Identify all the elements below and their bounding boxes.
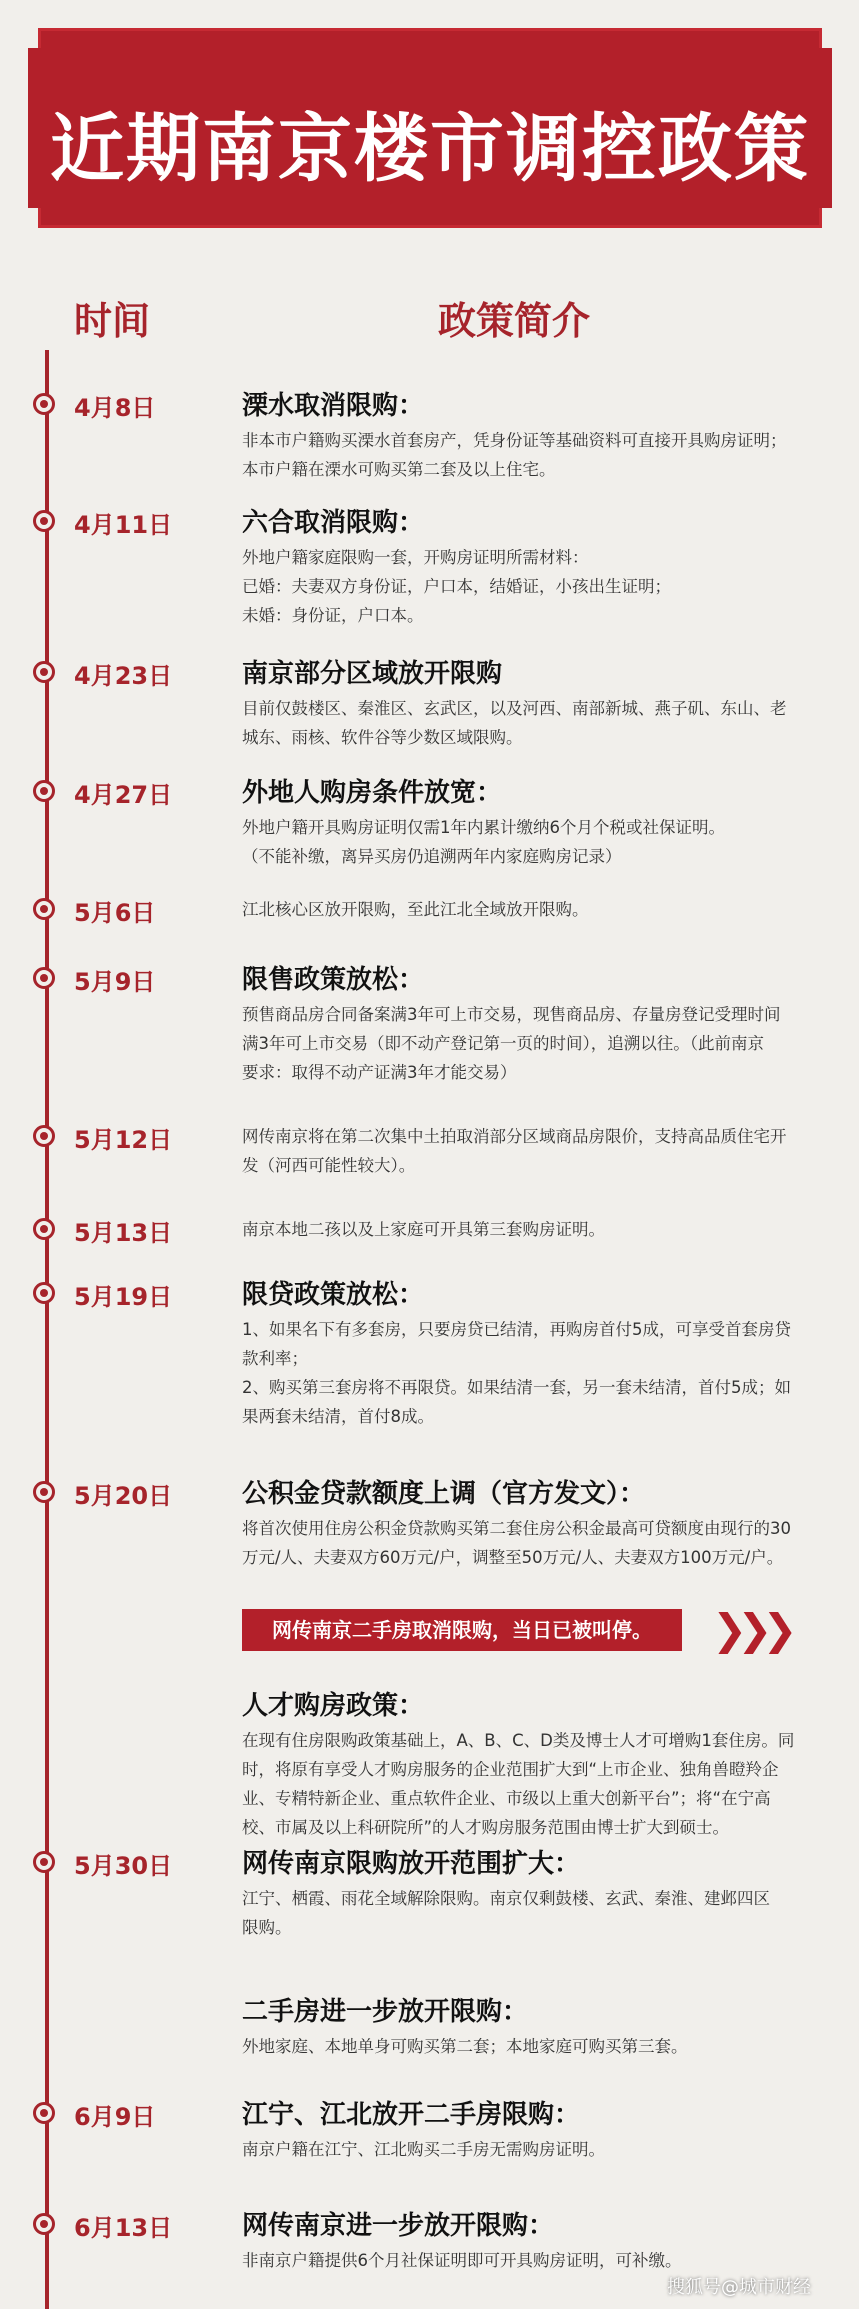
entry-date: 6月9日 bbox=[74, 2103, 156, 2131]
entry-line: 外地户籍家庭限购一套，开购房证明所需材料： bbox=[242, 548, 589, 567]
entry-date: 4月23日 bbox=[74, 662, 173, 690]
entry-line: （不能补缴，离异买房仍追溯两年内家庭购房记录） bbox=[242, 847, 622, 866]
entry-line: 外地户籍开具购房证明仅需1年内累计缴纳6个月个税或社保证明。 bbox=[242, 818, 725, 837]
chevron-arrows-icon: ❯❯❯ bbox=[712, 1605, 788, 1654]
entry-line: 未婚：身份证，户口本。 bbox=[242, 606, 424, 625]
entry-line: 非本市户籍购买溧水首套房产，凭身份证等基础资料可直接开具购房证明； bbox=[242, 431, 787, 450]
entry-line: 要求：取得不动产证满3年才能交易） bbox=[242, 1063, 517, 1082]
entry-title: 溧水取消限购： bbox=[242, 391, 425, 421]
entry-body bbox=[242, 2246, 842, 2275]
timeline-dot-icon bbox=[33, 1851, 55, 1873]
entry-body bbox=[242, 1884, 842, 1942]
entry-body bbox=[242, 1315, 842, 1431]
entry-line: 校、市属及以上科研院所”的人才购房服务范围由博士扩大到硕士。 bbox=[242, 1818, 730, 1837]
entry-line: 预售商品房合同备案满3年可上市交易，现售商品房、存量房登记受理时间 bbox=[242, 1005, 781, 1024]
entry-line: 网传南京将在第二次集中土拍取消部分区域商品房限价，支持高品质住宅开 bbox=[242, 1127, 787, 1146]
entry-body bbox=[242, 1726, 842, 1842]
entry-title: 外地人购房条件放宽： bbox=[242, 778, 503, 808]
timeline-dot-icon bbox=[33, 1282, 55, 1304]
entry-date: 4月11日 bbox=[74, 511, 173, 539]
entry-body bbox=[242, 2135, 842, 2164]
rumor-badge: 网传南京二手房取消限购，当日已被叫停。 bbox=[242, 1609, 682, 1651]
entry-body bbox=[242, 1122, 842, 1180]
entry-line: 满3年可上市交易（即不动产登记第一页的时间），追溯以往。（此前南京 bbox=[242, 1034, 764, 1053]
entry-line: 南京户籍在江宁、江北购买二手房无需购房证明。 bbox=[242, 2140, 605, 2159]
timeline-dot-icon bbox=[33, 2102, 55, 2124]
entry-body bbox=[242, 813, 842, 871]
entry-date: 5月12日 bbox=[74, 1126, 173, 1154]
entry-date: 5月13日 bbox=[74, 1219, 173, 1247]
entry-line: 江宁、栖霞、雨花全域解除限购。南京仅剩鼓楼、玄武、秦淮、建邺四区 bbox=[242, 1889, 770, 1908]
entry-title: 人才购房政策： bbox=[242, 1691, 425, 1721]
entry-body bbox=[242, 426, 842, 484]
entry-line: 南京本地二孩以及上家庭可开具第三套购房证明。 bbox=[242, 1220, 605, 1239]
entry-title: 公积金贷款额度上调（官方发文）： bbox=[242, 1479, 646, 1509]
entry-date: 4月27日 bbox=[74, 781, 173, 809]
timeline-line bbox=[45, 350, 49, 2309]
timeline-dot-icon bbox=[33, 1125, 55, 1147]
entry-line: 业、专精特新企业、重点软件企业、市级以上重大创新平台”；将“在宁高 bbox=[242, 1789, 771, 1808]
policy-header: 政策简介 bbox=[438, 298, 591, 343]
timeline-dot-icon bbox=[33, 780, 55, 802]
timeline-dot-icon bbox=[33, 393, 55, 415]
entry-title: 限售政策放松： bbox=[242, 965, 425, 995]
timeline-dot-icon bbox=[33, 510, 55, 532]
entry-line: 将首次使用住房公积金贷款购买第二套住房公积金最高可贷额度由现行的30 bbox=[242, 1519, 791, 1538]
entry-line: 时，将原有享受人才购房服务的企业范围扩大到“上市企业、独角兽瞪羚企 bbox=[242, 1760, 779, 1779]
entry-date: 5月30日 bbox=[74, 1852, 173, 1880]
entry-date: 4月8日 bbox=[74, 394, 156, 422]
entry-body bbox=[242, 543, 842, 630]
entry-line: 万元/人、夫妻双方60万元/户，调整至50万元/人、夫妻双方100万元/户。 bbox=[242, 1548, 784, 1567]
entry-line: 本市户籍在溧水可购买第二套及以上住宅。 bbox=[242, 460, 556, 479]
entry-body bbox=[242, 2032, 842, 2061]
timeline-dot-icon bbox=[33, 967, 55, 989]
entry-date: 5月6日 bbox=[74, 899, 156, 927]
entry-line: 限购。 bbox=[242, 1918, 292, 1937]
entry-date: 5月9日 bbox=[74, 968, 156, 996]
entry-title: 六合取消限购： bbox=[242, 508, 425, 538]
entry-line: 江北核心区放开限购，至此江北全域放开限购。 bbox=[242, 900, 589, 919]
entry-line: 果两套未结清，首付8成。 bbox=[242, 1407, 434, 1426]
entry-line: 在现有住房限购政策基础上，A、B、C、D类及博士人才可增购1套住房。同 bbox=[242, 1731, 795, 1750]
entry-title: 网传南京进一步放开限购： bbox=[242, 2211, 555, 2241]
entry-line: 1、如果名下有多套房，只要房贷已结清，再购房首付5成，可享受首套房贷 bbox=[242, 1320, 791, 1339]
entry-title: 南京部分区域放开限购 bbox=[242, 659, 503, 689]
entry-line: 款利率； bbox=[242, 1349, 308, 1368]
entry-line: 目前仅鼓楼区、秦淮区、玄武区，以及河西、南部新城、燕子矶、东山、老 bbox=[242, 699, 787, 718]
entry-line: 非南京户籍提供6个月社保证明即可开具购房证明，可补缴。 bbox=[242, 2251, 682, 2270]
entry-date: 6月13日 bbox=[74, 2214, 173, 2242]
entry-body bbox=[242, 1514, 842, 1572]
entry-title: 二手房进一步放开限购： bbox=[242, 1997, 529, 2027]
entry-date: 5月20日 bbox=[74, 1482, 173, 1510]
entry-title: 江宁、江北放开二手房限购： bbox=[242, 2100, 581, 2130]
entry-date: 5月19日 bbox=[74, 1283, 173, 1311]
time-header: 时间 bbox=[74, 298, 151, 343]
timeline-dot-icon bbox=[33, 661, 55, 683]
entry-body bbox=[242, 895, 842, 924]
entry-body bbox=[242, 694, 842, 752]
entry-body bbox=[242, 1000, 842, 1087]
title-banner bbox=[38, 28, 822, 228]
entry-line: 已婚：夫妻双方身份证，户口本，结婚证，小孩出生证明； bbox=[242, 577, 671, 596]
entry-line: 2、购买第三套房将不再限贷。如果结清一套，另一套未结清，首付5成；如 bbox=[242, 1378, 791, 1397]
watermark: 搜狐号@城市财经 bbox=[667, 2277, 811, 2298]
entry-line: 发（河西可能性较大）。 bbox=[242, 1156, 416, 1175]
timeline-dot-icon bbox=[33, 1218, 55, 1240]
entry-title: 限贷政策放松： bbox=[242, 1280, 425, 1310]
entry-line: 外地家庭、本地单身可购买第二套；本地家庭可购买第三套。 bbox=[242, 2037, 688, 2056]
timeline-dot-icon bbox=[33, 898, 55, 920]
entry-line: 城东、雨核、软件谷等少数区域限购。 bbox=[242, 728, 523, 747]
timeline-dot-icon bbox=[33, 1481, 55, 1503]
entry-title: 网传南京限购放开范围扩大： bbox=[242, 1849, 581, 1879]
page-title: 近期南京楼市调控政策 bbox=[50, 106, 810, 192]
entry-body bbox=[242, 1215, 842, 1244]
timeline-dot-icon bbox=[33, 2213, 55, 2235]
